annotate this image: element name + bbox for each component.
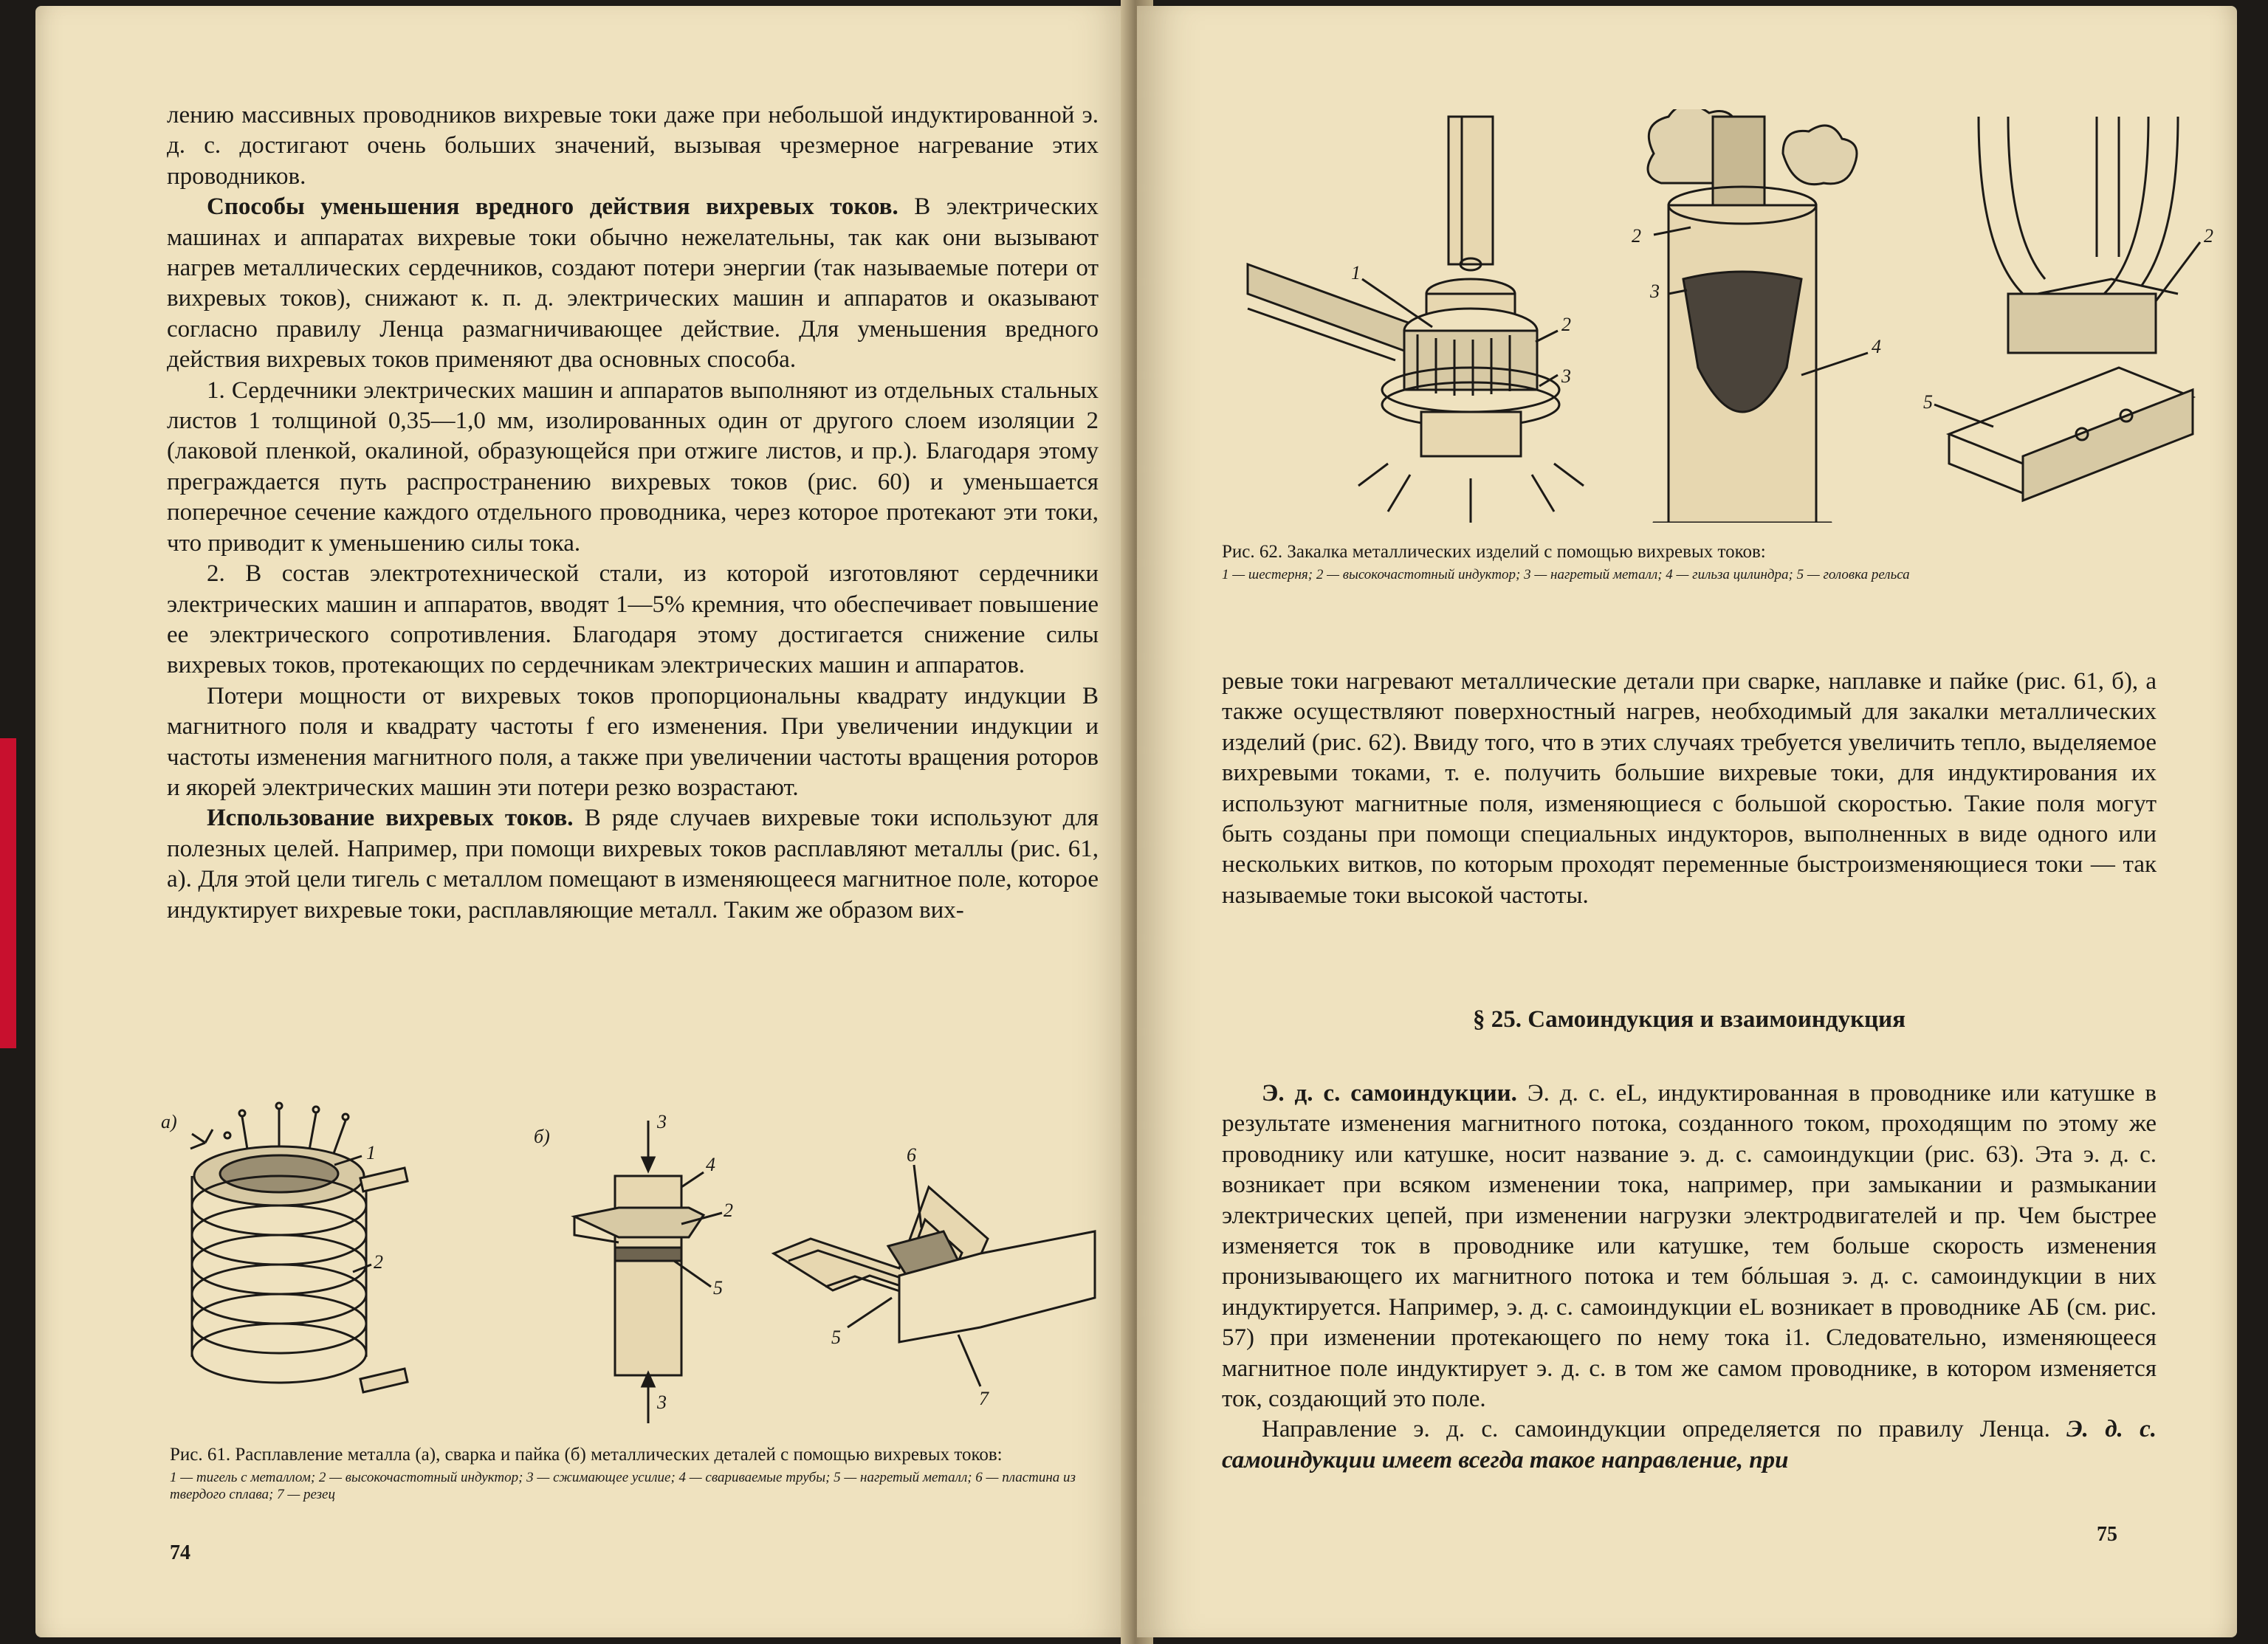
book-cover-edge <box>0 738 16 1048</box>
caption-legend: 1 — тигель с металлом; 2 — высокочастотный индуктор; 3 — сжимающее усилие; 4 — свариваемые трубы; 5 — нагретый металл; 6 — пластина из твердого сплава; 7 — резец <box>170 1470 1076 1502</box>
label-7: 7 <box>979 1388 989 1409</box>
paragraph: 2. В состав электротехнической стали, из которой изготовляют сердечники электрических машин и аппаратов, вводят 1—5% кремния, что обеспечивает повышение ее электрического сопротивления. Благодаря этому достигается снижение силы вихревых токов, протекающих по сердечникам электрических машин и аппаратов. <box>167 560 1099 679</box>
right-text-block-bottom <box>1222 1079 2157 1476</box>
figure-61-drawing <box>161 1084 1121 1431</box>
paragraph <box>1222 1079 2157 1414</box>
label-2: 2 <box>1561 314 1571 335</box>
label-1: 1 <box>1351 262 1361 283</box>
page-left <box>35 6 1135 1637</box>
paragraph-text: Направление э. д. с. самоиндукции определяется по правилу Ленца. <box>1262 1416 2067 1443</box>
paragraph: лению массивных проводников вихревые токи даже при небольшой индуктированной э. д. с. достигают очень больших значений, вызывая чрезмерное нагревание этих проводников. <box>167 102 1099 190</box>
paragraph <box>167 192 1099 375</box>
label-2b: 2 <box>1632 225 1641 247</box>
figure-62-caption <box>1222 541 2163 583</box>
label-1: 1 <box>366 1142 376 1163</box>
label-3-bottom: 3 <box>657 1392 667 1413</box>
caption-title: Рис. 61. Расплавление металла (а), сварка и пайка (б) металлических деталей с помощью вихревых токов: <box>170 1445 1003 1465</box>
tube-welding-illustration <box>574 1121 722 1423</box>
caption-legend: 1 — шестерня; 2 — высокочастотный индуктор; 3 — нагретый металл; 4 — гильза цилиндра; 5 — головка рельса <box>1222 567 1910 582</box>
label-2c: 2 <box>2204 225 2213 247</box>
paragraph-text: Э. д. с. eL, индуктированная в проводнике или катушке в результате изменения магнитного потока, созданного током, проходящим по этому же проводнику или катушке, носит название э. д. с. самоиндукции (рис. 63). Эта э. д. с. возникает при всяком изменении тока, например, при замыкании и размыкании электрических цепей, при изменении нагрузки электродвигателей и пр. Чем быстрее изменяется ток в проводнике или катушке, тем больше скорость изменения пронизывающего их магнитного потока и тем бóльшая э. д. с. самоиндукции в них индуктируется. Например, э. д. с. самоиндукции eL возникает в проводнике АБ (см. рис. 57) при изменении протекающего по нему тока i1. Следовательно, изменяющееся магнитное поле индуктирует э. д. с. в том же самом проводнике, в котором изменяется ток, создающий это поле. <box>1222 1080 2157 1413</box>
page-right <box>1137 6 2237 1637</box>
label-a: а) <box>161 1111 177 1132</box>
page-number: 75 <box>2097 1523 2117 1546</box>
figure-61-caption <box>170 1444 1100 1503</box>
cylinder-liner-illustration <box>1639 109 1868 523</box>
run-in-heading: Способы уменьшения вредного действия вихревых токов. <box>207 193 898 221</box>
label-4: 4 <box>1872 336 1881 357</box>
rail-hardening-illustration <box>1934 117 2200 501</box>
label-3: 3 <box>1561 365 1571 387</box>
paragraph-text: В электрических машинах и аппаратах вихревые токи обычно нежелательны, так как они вызывают нагрев металлических сердечников, создают потери энергии (так называемые потери от вихревых токов), снижают к. п. д. электрических машин и аппаратов и оказывают согласно правилу Ленца размагничивающее действие. Для уменьшения вредного действия вихревых токов применяют два основных способа. <box>167 193 1099 374</box>
section-heading: § 25. Самоиндукция и взаимоиндукция <box>1472 1006 1906 1033</box>
paragraph <box>1222 1414 2157 1476</box>
label-6: 6 <box>907 1144 916 1166</box>
left-text-block <box>167 100 1099 926</box>
paragraph: ревые токи нагревают металлические детали при сварке, наплавке и пайке (рис. 61, б), а также осуществляют поверхностный нагрев, необходимый для закалки металлических изделий (рис. 62). Ввиду того, что в этих случаях требуется увеличить тепло, выделяемое вихревыми токами, т. е. получить большие вихревые токи, для индуктирования их используют магнитные поля, изменяющиеся с большой скоростью. Такие поля могут быть созданы при помощи специальных индукторов, выполненных в виде одного или нескольких витков, по которым проходят переменные быстроизменяющиеся токи — так называемые токи высокой частоты. <box>1222 668 2157 909</box>
label-5: 5 <box>1923 391 1933 413</box>
label-3b: 3 <box>1650 281 1660 302</box>
paragraph: 1. Сердечники электрических машин и аппаратов выполняют из отдельных стальных листов 1 толщиной 0,35—1,0 мм, изолированных один от другого слоем изоляции 2 (лаковой пленкой, окалиной, образующейся при отжиге листов, и пр.). Благодаря этому преграждается путь распространению вихревых токов (рис. 60) и уменьшается поперечное сечение каждого отдельного проводника, через которое протекают эти токи, что приводит к уменьшению силы тока. <box>167 376 1099 557</box>
rule-statement: Э. д. с. самоиндукции имеет всегда такое направление, при <box>1222 1416 2157 1473</box>
figure-62-drawing <box>1240 109 2215 523</box>
label-5b: 5 <box>831 1327 841 1348</box>
page-number: 74 <box>170 1541 190 1564</box>
label-b: б) <box>534 1126 550 1147</box>
run-in-heading: Э. д. с. самоиндукции. <box>1262 1080 1517 1107</box>
paragraph <box>167 803 1099 926</box>
label-4: 4 <box>706 1154 715 1175</box>
run-in-heading: Использование вихревых токов. <box>207 805 574 832</box>
paragraph-text: В ряде случаев вихревые токи используют для полезных целей. Например, при помощи вихревых токов расплавляют металлы (рис. 61, а). Для этой цели тигель с металлом помещают в изменяющееся магнитное поле, которое индуктирует вихревые токи, расплавляющие металл. Таким же образом вих- <box>167 805 1099 924</box>
label-3-top: 3 <box>657 1111 667 1132</box>
label-5: 5 <box>713 1277 723 1299</box>
right-text-block-top <box>1222 667 2157 911</box>
label-2b: 2 <box>724 1200 733 1221</box>
label-2: 2 <box>374 1251 383 1273</box>
paragraph: Потери мощности от вихревых токов пропорциональны квадрату индукции B магнитного поля и квадрату частоты f его изменения. При увеличении индукции и частоты изменения магнитного поля, а также при увеличении частоты вращения роторов и якорей электрических машин эти потери резко возрастают. <box>167 682 1099 801</box>
gear-hardening-illustration <box>1248 117 1584 523</box>
cutter-brazing-illustration <box>774 1165 1095 1386</box>
caption-title: Рис. 62. Закалка металлических изделий с помощью вихревых токов: <box>1222 542 1766 562</box>
